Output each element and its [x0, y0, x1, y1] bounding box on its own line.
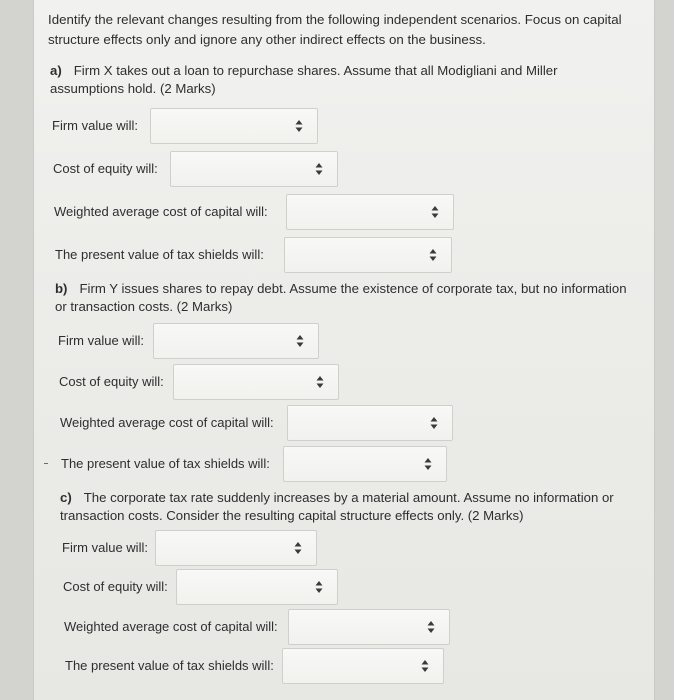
dropdown-arrows-icon: [421, 659, 429, 673]
dropdown-arrows-icon: [316, 375, 324, 389]
dropdown-arrows-icon: [315, 162, 323, 176]
tax-shields-select[interactable]: [284, 237, 452, 273]
field-label: Cost of equity will:: [63, 579, 168, 594]
part-a-text: Firm X takes out a loan to repurchase shares. Assume that all Modigliani and Miller assumptions hold. (2 Marks): [50, 63, 558, 96]
wacc-select[interactable]: [287, 405, 453, 441]
field-label: The present value of tax shields will:: [61, 456, 270, 471]
dropdown-arrows-icon: [296, 334, 304, 348]
field-label: Firm value will:: [62, 540, 148, 555]
field-label: Weighted average cost of capital will:: [54, 204, 268, 219]
dropdown-arrows-icon: [315, 580, 323, 594]
part-b-heading: [55, 280, 630, 316]
cost-of-equity-select[interactable]: [173, 364, 339, 400]
field-label: Weighted average cost of capital will:: [60, 415, 274, 430]
dropdown-arrows-icon: [429, 248, 437, 262]
cost-of-equity-select[interactable]: [176, 569, 338, 605]
question-page: [34, 0, 654, 700]
wacc-select[interactable]: [288, 609, 450, 645]
question-intro: Identify the relevant changes resulting from the following independent scenarios. Focus on capital structure effects only and ignore any other indirect effects on the business.: [48, 12, 622, 47]
dropdown-arrows-icon: [430, 416, 438, 430]
dropdown-arrows-icon: [427, 620, 435, 634]
field-label: Cost of equity will:: [59, 374, 164, 389]
firm-value-select[interactable]: [150, 108, 318, 144]
part-a-letter: a): [50, 63, 62, 78]
part-c-letter: c): [60, 490, 72, 505]
field-label: Firm value will:: [52, 118, 138, 133]
part-a-heading: [50, 62, 630, 98]
field-label: Firm value will:: [58, 333, 144, 348]
field-label: Cost of equity will:: [53, 161, 158, 176]
part-c-heading: [60, 489, 635, 525]
tax-shields-select[interactable]: [283, 446, 447, 482]
dropdown-arrows-icon: [295, 119, 303, 133]
field-label: The present value of tax shields will:: [65, 658, 274, 673]
decorative-tick: [44, 463, 48, 464]
dropdown-arrows-icon: [431, 205, 439, 219]
field-label: The present value of tax shields will:: [55, 247, 264, 262]
dropdown-arrows-icon: [424, 457, 432, 471]
dropdown-arrows-icon: [294, 541, 302, 555]
part-c-text: The corporate tax rate suddenly increases by a material amount. Assume no information or transaction costs. Consider the resulting capital structure effects only. (2 Marks): [60, 490, 614, 523]
part-b-letter: b): [55, 281, 68, 296]
firm-value-select[interactable]: [155, 530, 317, 566]
tax-shields-select[interactable]: [282, 648, 444, 684]
wacc-select[interactable]: [286, 194, 454, 230]
field-label: Weighted average cost of capital will:: [64, 619, 278, 634]
cost-of-equity-select[interactable]: [170, 151, 338, 187]
firm-value-select[interactable]: [153, 323, 319, 359]
part-b-text: Firm Y issues shares to repay debt. Assume the existence of corporate tax, but no information or transaction costs. (2 Marks): [55, 281, 627, 314]
